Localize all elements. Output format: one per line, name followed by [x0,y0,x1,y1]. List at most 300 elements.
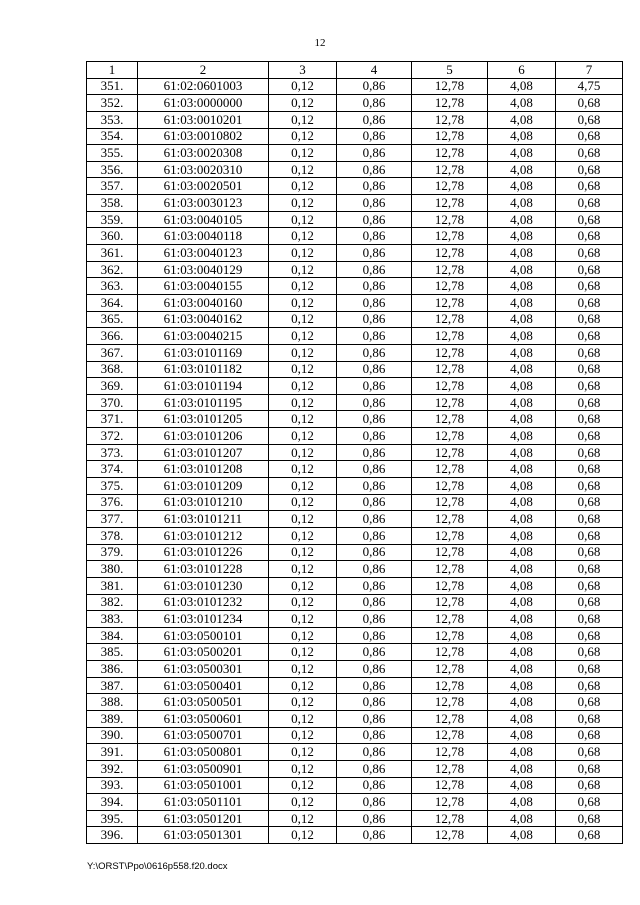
table-cell: 0,86 [337,278,412,295]
table-cell: 4,08 [488,644,556,661]
table-cell: 0,12 [269,211,337,228]
table-cell: 12,78 [412,161,488,178]
table-cell: 0,86 [337,328,412,345]
table-cell: 4,08 [488,195,556,212]
table-cell: 0,68 [556,810,623,827]
table-cell: 0,68 [556,661,623,678]
table-cell: 61:03:0500101 [138,627,269,644]
table-cell: 4,08 [488,810,556,827]
table-cell: 4,08 [488,261,556,278]
table-cell: 0,12 [269,344,337,361]
table-cell: 0,86 [337,794,412,811]
table-cell: 4,08 [488,494,556,511]
table-row [87,527,623,544]
table-cell: 4,08 [488,294,556,311]
table-cell: 61:03:0101230 [138,577,269,594]
table-cell: 0,12 [269,444,337,461]
table-row [87,278,623,295]
table-cell: 0,12 [269,694,337,711]
table-cell: 61:03:0500901 [138,760,269,777]
table-cell: 0,12 [269,627,337,644]
table-cell: 394. [87,794,138,811]
table-cell: 61:03:0101208 [138,461,269,478]
table-cell: 366. [87,328,138,345]
table-cell: 4,08 [488,311,556,328]
table-cell: 12,78 [412,494,488,511]
table-cell: 0,12 [269,378,337,395]
table-cell: 0,12 [269,544,337,561]
table-cell: 386. [87,661,138,678]
table-row [87,694,623,711]
table-row [87,661,623,678]
table-cell: 355. [87,145,138,162]
table-cell: 0,68 [556,161,623,178]
table-cell: 362. [87,261,138,278]
table-cell: 12,78 [412,444,488,461]
table-cell: 61:03:0010201 [138,111,269,128]
table-cell: 0,68 [556,278,623,295]
table-cell: 12,78 [412,527,488,544]
table-cell: 0,12 [269,661,337,678]
table-cell: 12,78 [412,827,488,844]
table-cell: 0,68 [556,111,623,128]
table-row [87,710,623,727]
table-cell: 4,08 [488,444,556,461]
table-cell: 61:03:0101205 [138,411,269,428]
table-cell: 0,68 [556,95,623,112]
table-cell: 0,86 [337,577,412,594]
table-cell: 0,12 [269,294,337,311]
table-cell: 4,08 [488,228,556,245]
table-cell: 12,78 [412,661,488,678]
table-cell: 4,08 [488,361,556,378]
table-cell: 4,08 [488,710,556,727]
table-cell: 0,86 [337,494,412,511]
table-cell: 12,78 [412,178,488,195]
table-cell: 0,12 [269,411,337,428]
table-row [87,245,623,262]
table-cell: 61:03:0101228 [138,561,269,578]
table-cell: 12,78 [412,261,488,278]
table-cell: 0,12 [269,594,337,611]
table-cell: 0,68 [556,777,623,794]
table-cell: 61:03:0501301 [138,827,269,844]
table-cell: 0,86 [337,827,412,844]
table-cell: 393. [87,777,138,794]
table-cell: 0,86 [337,311,412,328]
table-cell: 61:03:0040160 [138,294,269,311]
table-row [87,677,623,694]
table-cell: 0,68 [556,677,623,694]
table-cell: 368. [87,361,138,378]
table-row [87,378,623,395]
table-row [87,577,623,594]
table-cell: 381. [87,577,138,594]
table-cell: 61:03:0101226 [138,544,269,561]
table-cell: 61:03:0500301 [138,661,269,678]
table-cell: 0,12 [269,145,337,162]
table-cell: 12,78 [412,594,488,611]
table-cell: 387. [87,677,138,694]
table-cell: 389. [87,710,138,727]
table-cell: 0,68 [556,710,623,727]
table-cell: 0,86 [337,810,412,827]
table-cell: 61:03:0500701 [138,727,269,744]
table-row [87,544,623,561]
table-cell: 0,68 [556,794,623,811]
table-row [87,827,623,844]
table-cell: 388. [87,694,138,711]
table-cell: 12,78 [412,328,488,345]
table-cell: 12,78 [412,760,488,777]
table-row [87,228,623,245]
table-cell: 61:03:0500401 [138,677,269,694]
table-cell: 61:03:0040118 [138,228,269,245]
table-cell: 0,12 [269,228,337,245]
table-cell: 4,08 [488,544,556,561]
table-cell: 358. [87,195,138,212]
column-header: 6 [488,62,556,79]
table-cell: 0,68 [556,444,623,461]
table-cell: 361. [87,245,138,262]
table-cell: 0,12 [269,561,337,578]
table-cell: 0,68 [556,145,623,162]
table-cell: 0,68 [556,378,623,395]
table-cell: 4,08 [488,478,556,495]
table-cell: 0,86 [337,178,412,195]
table-cell: 367. [87,344,138,361]
column-header: 5 [412,62,488,79]
table-cell: 12,78 [412,428,488,445]
table-cell: 0,86 [337,128,412,145]
table-cell: 0,86 [337,411,412,428]
table-cell: 375. [87,478,138,495]
table-cell: 0,86 [337,444,412,461]
table-cell: 0,86 [337,195,412,212]
table-cell: 0,12 [269,278,337,295]
table-cell: 0,68 [556,311,623,328]
table-cell: 0,12 [269,428,337,445]
table-cell: 0,86 [337,511,412,528]
column-header: 2 [138,62,269,79]
table-cell: 360. [87,228,138,245]
table-cell: 0,86 [337,644,412,661]
table-cell: 0,86 [337,161,412,178]
table-cell: 0,68 [556,494,623,511]
table-cell: 4,08 [488,511,556,528]
table-cell: 61:03:0101194 [138,378,269,395]
table-cell: 12,78 [412,727,488,744]
table-cell: 0,12 [269,760,337,777]
table-cell: 0,12 [269,478,337,495]
table-cell: 12,78 [412,128,488,145]
table-cell: 12,78 [412,577,488,594]
column-header: 3 [269,62,337,79]
table-cell: 0,86 [337,627,412,644]
table-cell: 4,08 [488,777,556,794]
table-cell: 0,68 [556,511,623,528]
table-cell: 0,86 [337,461,412,478]
table-cell: 61:03:0500201 [138,644,269,661]
table-row [87,644,623,661]
table-cell: 4,08 [488,744,556,761]
table-cell: 369. [87,378,138,395]
file-path-footer: Y:\ORST\Ppo\0616p558.f20.docx [87,861,228,872]
table-cell: 61:03:0040105 [138,211,269,228]
table-cell: 0,86 [337,710,412,727]
table-row [87,444,623,461]
table-cell: 395. [87,810,138,827]
table-cell: 385. [87,644,138,661]
table-cell: 61:03:0040129 [138,261,269,278]
header-row [87,62,623,79]
table-cell: 12,78 [412,228,488,245]
table-cell: 0,68 [556,361,623,378]
table-cell: 12,78 [412,810,488,827]
table-row [87,361,623,378]
table-cell: 12,78 [412,694,488,711]
table-cell: 0,68 [556,527,623,544]
table-cell: 0,12 [269,794,337,811]
table-cell: 0,86 [337,145,412,162]
table-cell: 12,78 [412,278,488,295]
table-cell: 0,12 [269,744,337,761]
table-cell: 61:03:0501001 [138,777,269,794]
table-cell: 0,86 [337,744,412,761]
table-cell: 0,86 [337,228,412,245]
table-row [87,328,623,345]
table-cell: 4,08 [488,161,556,178]
table-cell: 61:03:0101182 [138,361,269,378]
table-cell: 0,86 [337,361,412,378]
table-cell: 0,12 [269,644,337,661]
table-row [87,411,623,428]
table-cell: 12,78 [412,461,488,478]
table-cell: 4,08 [488,95,556,112]
table-cell: 61:03:0101212 [138,527,269,544]
table-row [87,261,623,278]
table-cell: 379. [87,544,138,561]
table-cell: 0,12 [269,128,337,145]
table-cell: 61:03:0030123 [138,195,269,212]
table-cell: 0,68 [556,294,623,311]
table-cell: 12,78 [412,744,488,761]
table-row [87,511,623,528]
table-row [87,95,623,112]
table-cell: 354. [87,128,138,145]
table-cell: 0,12 [269,161,337,178]
table-cell: 0,68 [556,411,623,428]
table-cell: 61:03:0020308 [138,145,269,162]
table-cell: 0,86 [337,344,412,361]
table-cell: 4,08 [488,128,556,145]
table-cell: 0,68 [556,644,623,661]
table-cell: 12,78 [412,361,488,378]
table-cell: 4,08 [488,677,556,694]
table-cell: 4,08 [488,411,556,428]
table-cell: 61:03:0040155 [138,278,269,295]
table-cell: 0,68 [556,694,623,711]
table-cell: 0,86 [337,694,412,711]
table-cell: 12,78 [412,644,488,661]
table-cell: 12,78 [412,245,488,262]
table-cell: 4,08 [488,178,556,195]
table-cell: 0,86 [337,95,412,112]
table-cell: 357. [87,178,138,195]
page-number: 12 [314,37,326,49]
table-cell: 0,68 [556,744,623,761]
table-cell: 0,12 [269,195,337,212]
table-row [87,561,623,578]
table-cell: 12,78 [412,561,488,578]
table-cell: 61:03:0040215 [138,328,269,345]
table-row [87,178,623,195]
table-cell: 12,78 [412,478,488,495]
table-cell: 0,86 [337,527,412,544]
table-cell: 0,12 [269,461,337,478]
table-cell: 0,68 [556,577,623,594]
table-cell: 12,78 [412,145,488,162]
table-cell: 380. [87,561,138,578]
table-cell: 0,86 [337,727,412,744]
table-cell: 382. [87,594,138,611]
table-cell: 0,12 [269,677,337,694]
table-cell: 61:03:0101211 [138,511,269,528]
table-cell: 378. [87,527,138,544]
table-row [87,810,623,827]
table-cell: 0,86 [337,677,412,694]
table-cell: 0,12 [269,111,337,128]
table-cell: 4,08 [488,461,556,478]
table-cell: 4,08 [488,594,556,611]
table-cell: 61:02:0601003 [138,78,269,95]
table-cell: 12,78 [412,794,488,811]
table-cell: 353. [87,111,138,128]
table-cell: 4,08 [488,111,556,128]
table-cell: 61:03:0101169 [138,344,269,361]
table-cell: 356. [87,161,138,178]
table-cell: 0,12 [269,311,337,328]
table-row [87,128,623,145]
table-cell: 4,08 [488,694,556,711]
table-cell: 0,12 [269,361,337,378]
table-body [87,78,623,843]
table-cell: 0,68 [556,195,623,212]
table-row [87,145,623,162]
table-cell: 12,78 [412,677,488,694]
table-cell: 0,12 [269,710,337,727]
table-cell: 12,78 [412,211,488,228]
table-cell: 4,08 [488,78,556,95]
table-cell: 61:03:0020310 [138,161,269,178]
table-cell: 61:03:0101195 [138,394,269,411]
table-cell: 61:03:0101207 [138,444,269,461]
table-cell: 0,68 [556,128,623,145]
table-row [87,394,623,411]
table-row [87,760,623,777]
table-cell: 4,08 [488,378,556,395]
table-cell: 372. [87,428,138,445]
table-cell: 0,86 [337,544,412,561]
table-cell: 0,86 [337,594,412,611]
table-cell: 61:03:0020501 [138,178,269,195]
table-cell: 12,78 [412,777,488,794]
table-row [87,727,623,744]
table-cell: 0,86 [337,478,412,495]
table-cell: 0,12 [269,727,337,744]
table-cell: 0,68 [556,611,623,628]
table-cell: 0,12 [269,328,337,345]
table-cell: 0,86 [337,561,412,578]
table-cell: 371. [87,411,138,428]
table-row [87,195,623,212]
table-cell: 4,08 [488,394,556,411]
table-row [87,161,623,178]
table-cell: 4,08 [488,245,556,262]
table-cell: 0,68 [556,544,623,561]
column-header: 4 [337,62,412,79]
table-cell: 61:03:0501101 [138,794,269,811]
table-cell: 0,86 [337,394,412,411]
table-cell: 61:03:0101209 [138,478,269,495]
table-cell: 0,86 [337,211,412,228]
table-cell: 4,08 [488,328,556,345]
table-row [87,627,623,644]
table-cell: 0,12 [269,178,337,195]
table-row [87,294,623,311]
table-cell: 12,78 [412,111,488,128]
table-cell: 61:03:0101210 [138,494,269,511]
table-cell: 0,68 [556,594,623,611]
table-cell: 0,68 [556,245,623,262]
table-cell: 4,08 [488,727,556,744]
table-cell: 376. [87,494,138,511]
table-cell: 0,68 [556,827,623,844]
table-cell: 373. [87,444,138,461]
table-row [87,428,623,445]
table-row [87,777,623,794]
table-cell: 12,78 [412,294,488,311]
table-cell: 61:03:0500601 [138,710,269,727]
table-cell: 12,78 [412,78,488,95]
table-cell: 61:03:0010802 [138,128,269,145]
table-row [87,311,623,328]
table-cell: 4,08 [488,527,556,544]
table-cell: 0,86 [337,294,412,311]
table-cell: 4,08 [488,211,556,228]
table-cell: 0,12 [269,810,337,827]
column-header: 7 [556,62,623,79]
table-cell: 0,68 [556,561,623,578]
table-cell: 384. [87,627,138,644]
table-cell: 4,08 [488,661,556,678]
table-row [87,794,623,811]
table-cell: 4,08 [488,760,556,777]
table-cell: 12,78 [412,544,488,561]
table-cell: 0,12 [269,261,337,278]
table-row [87,78,623,95]
table-cell: 396. [87,827,138,844]
table-cell: 0,68 [556,211,623,228]
table-cell: 0,12 [269,78,337,95]
column-header: 1 [87,62,138,79]
table-cell: 0,12 [269,511,337,528]
table-cell: 0,86 [337,261,412,278]
table-cell: 4,08 [488,428,556,445]
table-cell: 0,12 [269,577,337,594]
table-cell: 61:03:0040162 [138,311,269,328]
table-cell: 12,78 [412,394,488,411]
